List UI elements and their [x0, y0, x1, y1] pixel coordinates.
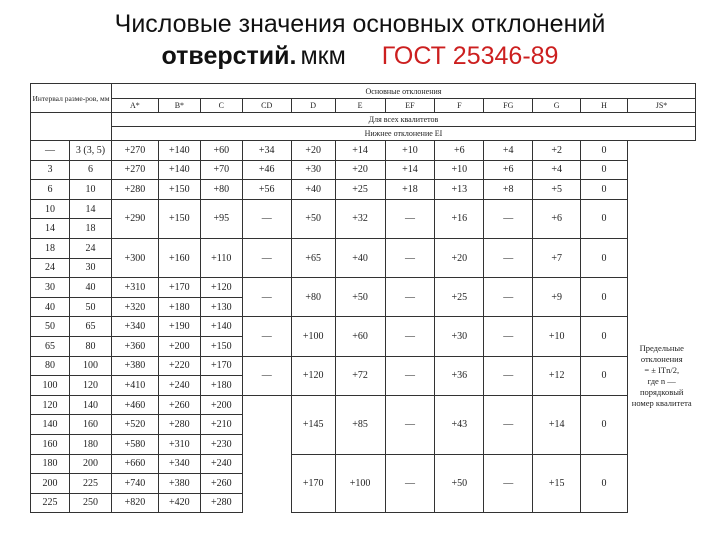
cell-c: +170: [200, 356, 242, 376]
cell-from: 140: [31, 415, 70, 435]
cell-h: 0: [581, 454, 628, 513]
cell-g: +6: [533, 199, 581, 238]
cell-from: 80: [31, 356, 70, 376]
cell-f: +10: [435, 160, 484, 180]
cell-a: +740: [111, 474, 158, 494]
cell-e: +14: [335, 141, 385, 161]
letter-f: F: [435, 99, 484, 113]
cell-a: +340: [111, 317, 158, 337]
note-line-6: номер квалитета: [631, 397, 692, 408]
cell-to: 225: [69, 474, 111, 494]
cell-d: +30: [291, 160, 335, 180]
cell-a: +360: [111, 336, 158, 356]
table-row: [31, 278, 696, 298]
cell-ef: —: [385, 199, 435, 238]
cell-g: +5: [533, 180, 581, 200]
cell-c: +95: [200, 199, 242, 238]
cell-fg: +4: [484, 141, 533, 161]
letter-g: G: [533, 99, 581, 113]
cell-e: +50: [335, 278, 385, 317]
cell-a: +320: [111, 297, 158, 317]
table-row: [31, 454, 696, 474]
cell-b: +200: [158, 336, 200, 356]
cell-c: +70: [200, 160, 242, 180]
cell-h: 0: [581, 199, 628, 238]
cell-c: +260: [200, 474, 242, 494]
cell-h: 0: [581, 317, 628, 356]
cell-g: +14: [533, 395, 581, 454]
cell-c: +230: [200, 434, 242, 454]
cell-cd: —: [242, 317, 291, 356]
cell-h: 0: [581, 141, 628, 161]
letter-js: JS*: [627, 99, 695, 113]
note-line-2: отклонения: [640, 353, 683, 364]
cell-e: +60: [335, 317, 385, 356]
cell-from: 120: [31, 395, 70, 415]
header-all-grades: Для всех квалитетов: [111, 113, 695, 127]
cell-cd: +46: [242, 160, 291, 180]
cell-from: 10: [31, 199, 70, 219]
cell-to: 24: [69, 238, 111, 258]
table-row: [31, 395, 696, 415]
js-blank-top: [627, 141, 695, 239]
cell-e: +72: [335, 356, 385, 395]
cell-to: 6: [69, 160, 111, 180]
cell-ef: —: [385, 395, 435, 454]
cell-from: 65: [31, 336, 70, 356]
table-row: [31, 356, 696, 376]
table-row: [31, 141, 696, 161]
title-unit: мкм: [300, 42, 346, 70]
cell-to: 65: [69, 317, 111, 337]
cell-fg: —: [484, 199, 533, 238]
cell-fg: —: [484, 238, 533, 277]
cell-f: +6: [435, 141, 484, 161]
scanned-table: [30, 83, 696, 540]
table-row: [31, 199, 696, 219]
cell-fg: —: [484, 278, 533, 317]
cell-to: 120: [69, 376, 111, 396]
cell-cd: —: [242, 238, 291, 277]
cell-fg: +6: [484, 160, 533, 180]
cell-b: +160: [158, 238, 200, 277]
cell-from: 100: [31, 376, 70, 396]
letter-fg: FG: [484, 99, 533, 113]
cell-to: 50: [69, 297, 111, 317]
cell-fg: —: [484, 356, 533, 395]
cell-g: +9: [533, 278, 581, 317]
cell-b: +280: [158, 415, 200, 435]
cell-fg: +8: [484, 180, 533, 200]
cell-b: +150: [158, 199, 200, 238]
title-line-1: Числовые значения основных отклонений: [114, 10, 606, 38]
cell-h: 0: [581, 238, 628, 277]
cell-a: +820: [111, 493, 158, 513]
cell-to: 80: [69, 336, 111, 356]
cell-c: +240: [200, 454, 242, 474]
header-blank: [31, 113, 112, 141]
cell-h: 0: [581, 278, 628, 317]
header-deviations: Основные отклонения: [111, 84, 695, 99]
cell-c: +200: [200, 395, 242, 415]
cell-to: 10: [69, 180, 111, 200]
table-row: [31, 160, 696, 180]
cell-d: +50: [291, 199, 335, 238]
letter-h: H: [581, 99, 628, 113]
cell-from: 14: [31, 219, 70, 239]
cell-a: +520: [111, 415, 158, 435]
header-lower: Нижнее отклонение EI: [111, 127, 695, 141]
cell-g: +7: [533, 238, 581, 277]
cell-from: —: [31, 141, 70, 161]
cell-b: +150: [158, 180, 200, 200]
cell-a: +280: [111, 180, 158, 200]
cell-e: +100: [335, 454, 385, 513]
cell-ef: +18: [385, 180, 435, 200]
header-interval: Интервал разме-ров, мм: [31, 84, 112, 113]
cell-ef: +14: [385, 160, 435, 180]
title-holes: отверстий.: [161, 42, 297, 70]
cell-to: 140: [69, 395, 111, 415]
cell-to: 180: [69, 434, 111, 454]
cell-b: +240: [158, 376, 200, 396]
cell-from: 160: [31, 434, 70, 454]
cell-d: +170: [291, 454, 335, 513]
cell-a: +310: [111, 278, 158, 298]
deviation-table: [30, 83, 696, 513]
cell-a: +660: [111, 454, 158, 474]
js-note-text: [628, 343, 696, 409]
cell-f: +50: [435, 454, 484, 513]
js-note: [627, 238, 695, 512]
cell-e: +40: [335, 238, 385, 277]
cell-e: +20: [335, 160, 385, 180]
cell-from: 40: [31, 297, 70, 317]
cell-g: +10: [533, 317, 581, 356]
cell-to: 30: [69, 258, 111, 278]
cell-fg: —: [484, 317, 533, 356]
cell-b: +140: [158, 141, 200, 161]
cell-a: +300: [111, 238, 158, 277]
cell-cd: —: [242, 278, 291, 317]
cell-c: +60: [200, 141, 242, 161]
cell-to: 3 (3, 5): [69, 141, 111, 161]
cell-ef: —: [385, 278, 435, 317]
table-row: [31, 317, 696, 337]
cell-g: +12: [533, 356, 581, 395]
cell-to: 18: [69, 219, 111, 239]
cell-d: +100: [291, 317, 335, 356]
cell-fg: —: [484, 395, 533, 454]
cell-f: +20: [435, 238, 484, 277]
cell-e: +32: [335, 199, 385, 238]
cell-c: +280: [200, 493, 242, 513]
cell-f: +25: [435, 278, 484, 317]
cell-d: +65: [291, 238, 335, 277]
cell-c: +80: [200, 180, 242, 200]
cell-c: +120: [200, 278, 242, 298]
cell-b: +140: [158, 160, 200, 180]
cell-d: +80: [291, 278, 335, 317]
cell-g: +15: [533, 454, 581, 513]
letter-cd: CD: [242, 99, 291, 113]
cell-h: 0: [581, 160, 628, 180]
cd-blank-bottom: [242, 395, 291, 513]
cell-b: +420: [158, 493, 200, 513]
cell-f: +13: [435, 180, 484, 200]
cell-a: +580: [111, 434, 158, 454]
cell-g: +2: [533, 141, 581, 161]
cell-from: 3: [31, 160, 70, 180]
title-line-2: [0, 40, 720, 72]
cell-from: 30: [31, 278, 70, 298]
cell-c: +150: [200, 336, 242, 356]
cell-h: 0: [581, 180, 628, 200]
cell-ef: —: [385, 317, 435, 356]
cell-f: +16: [435, 199, 484, 238]
cell-to: 200: [69, 454, 111, 474]
cell-cd: —: [242, 356, 291, 395]
cell-from: 225: [31, 493, 70, 513]
cell-a: +270: [111, 141, 158, 161]
cell-a: +410: [111, 376, 158, 396]
cell-ef: —: [385, 238, 435, 277]
cell-c: +130: [200, 297, 242, 317]
note-line-1: Предельные: [639, 342, 684, 353]
cell-to: 250: [69, 493, 111, 513]
cell-b: +260: [158, 395, 200, 415]
cell-e: +25: [335, 180, 385, 200]
cell-b: +220: [158, 356, 200, 376]
cell-b: +310: [158, 434, 200, 454]
cell-c: +180: [200, 376, 242, 396]
cell-g: +4: [533, 160, 581, 180]
cell-c: +210: [200, 415, 242, 435]
cell-from: 18: [31, 238, 70, 258]
table-row: [31, 180, 696, 200]
cell-from: 50: [31, 317, 70, 337]
cell-c: +140: [200, 317, 242, 337]
cell-c: +110: [200, 238, 242, 277]
cell-cd: +34: [242, 141, 291, 161]
cell-e: +85: [335, 395, 385, 454]
cell-from: 6: [31, 180, 70, 200]
letter-b: B*: [158, 99, 200, 113]
cell-h: 0: [581, 356, 628, 395]
cell-d: +20: [291, 141, 335, 161]
cell-a: +290: [111, 199, 158, 238]
cell-f: +36: [435, 356, 484, 395]
cell-cd: —: [242, 199, 291, 238]
cell-f: +43: [435, 395, 484, 454]
cell-f: +30: [435, 317, 484, 356]
cell-b: +170: [158, 278, 200, 298]
letter-ef: EF: [385, 99, 435, 113]
cell-h: 0: [581, 395, 628, 454]
cell-to: 40: [69, 278, 111, 298]
cell-from: 180: [31, 454, 70, 474]
cell-b: +180: [158, 297, 200, 317]
cell-a: +270: [111, 160, 158, 180]
cell-ef: —: [385, 454, 435, 513]
cell-from: 200: [31, 474, 70, 494]
cell-from: 24: [31, 258, 70, 278]
cell-to: 160: [69, 415, 111, 435]
cell-b: +340: [158, 454, 200, 474]
slide-title: [0, 8, 720, 72]
cell-cd: +56: [242, 180, 291, 200]
title-gost: ГОСТ 25346-89: [381, 42, 559, 70]
cell-b: +190: [158, 317, 200, 337]
table-row: [31, 238, 696, 258]
cell-to: 14: [69, 199, 111, 219]
cell-ef: —: [385, 356, 435, 395]
cell-d: +145: [291, 395, 335, 454]
letter-d: D: [291, 99, 335, 113]
cell-d: +40: [291, 180, 335, 200]
cell-to: 100: [69, 356, 111, 376]
letter-c: C: [200, 99, 242, 113]
cell-a: +380: [111, 356, 158, 376]
cell-ef: +10: [385, 141, 435, 161]
note-formula: = ± ITn/2,: [644, 364, 680, 375]
note-line-5: порядковый: [639, 386, 684, 397]
cell-fg: —: [484, 454, 533, 513]
cell-b: +380: [158, 474, 200, 494]
letter-e: E: [335, 99, 385, 113]
cell-d: +120: [291, 356, 335, 395]
cell-a: +460: [111, 395, 158, 415]
letter-a: A*: [111, 99, 158, 113]
note-line-4: где n —: [647, 375, 676, 386]
